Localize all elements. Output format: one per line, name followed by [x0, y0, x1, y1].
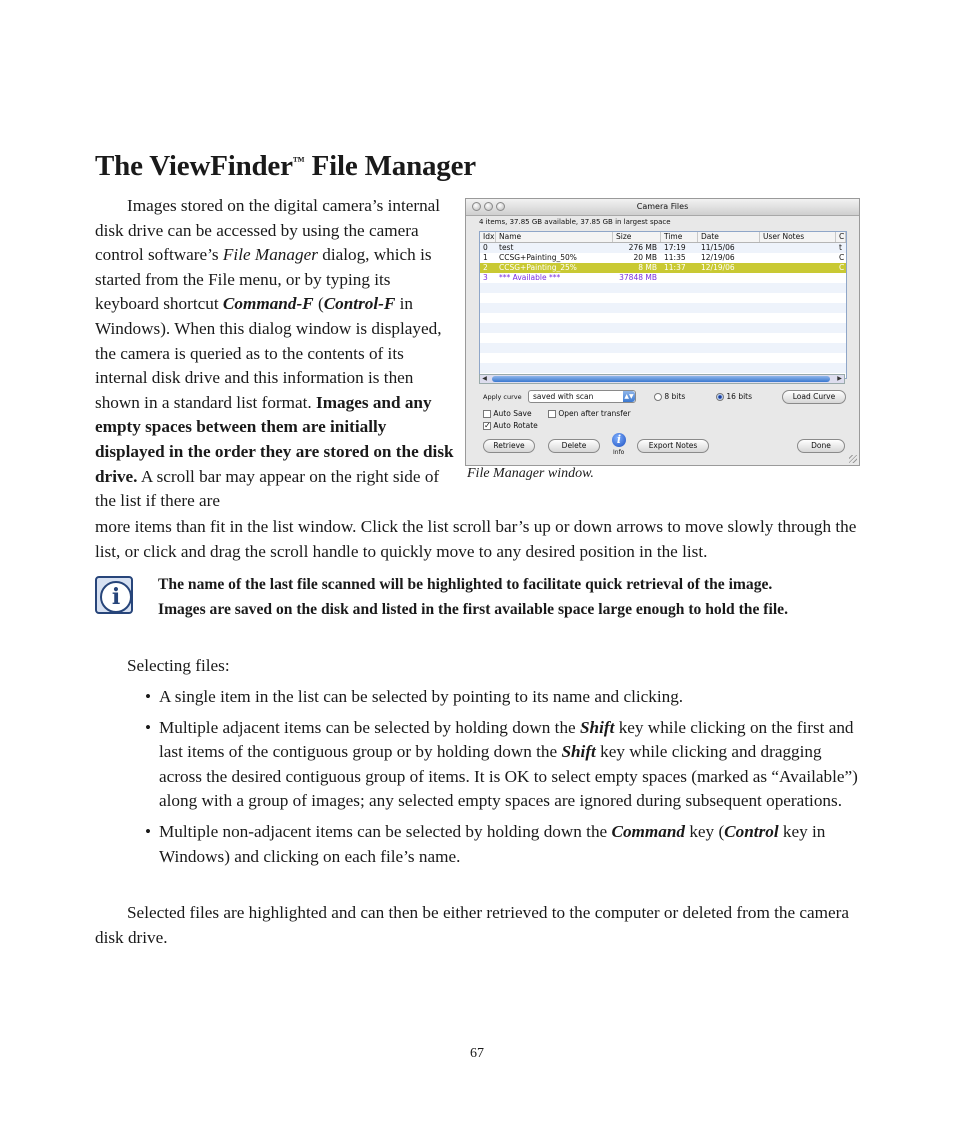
- radio-8-bits[interactable]: 8 bits: [654, 392, 685, 401]
- table-row-selected[interactable]: 2 CCSG+Painting_25% 8 MB 11:37 12/19/06 C: [480, 263, 846, 273]
- open-after-transfer-checkbox[interactable]: Open after transfer: [548, 409, 631, 418]
- radio-16-bits[interactable]: 16 bits: [716, 392, 752, 401]
- col-time[interactable]: Time: [661, 232, 698, 242]
- figure-caption: File Manager window.: [467, 466, 594, 481]
- load-curve-button[interactable]: Load Curve: [782, 390, 846, 404]
- list-item: • Multiple non-adjacent items can be selected by holding down the Command key (Control key in Windows) and clicking on each file’s name.: [143, 820, 863, 869]
- scroll-right-icon[interactable]: ▶: [837, 375, 842, 382]
- selecting-files-heading: Selecting files:: [127, 656, 230, 675]
- list-header: [480, 232, 846, 243]
- intro-continuation: more items than fit in the list window. Click the list scroll bar’s up or down arrows to move slowly through the list, or click and drag the scroll handle to quickly move to any desired position in the list.: [95, 517, 857, 561]
- scroll-thumb[interactable]: [492, 376, 830, 382]
- export-notes-button[interactable]: Export Notes: [637, 439, 709, 453]
- info-icon[interactable]: i: [612, 433, 626, 447]
- col-idx[interactable]: Idx: [480, 232, 496, 242]
- info-note: The name of the last file scanned will be highlighted to facilitate quick retrieval of the image. Images are saved on the disk and listed in the first available space large enough to hold the file.: [158, 576, 788, 618]
- info-label: Info: [613, 449, 625, 456]
- col-user-notes[interactable]: User Notes: [760, 232, 836, 242]
- checkbox-off-icon: [483, 410, 491, 418]
- chevron-updown-icon: ▲▼: [624, 393, 634, 400]
- horizontal-scrollbar[interactable]: [479, 374, 845, 384]
- page-number: 67: [470, 1046, 484, 1061]
- auto-save-checkbox[interactable]: Auto Save: [483, 409, 532, 418]
- disk-status: 4 items, 37.85 GB available, 37.85 GB in largest space: [479, 218, 671, 226]
- delete-button[interactable]: Delete: [548, 439, 600, 453]
- resize-grip-icon[interactable]: [849, 455, 857, 463]
- page-title: The ViewFinder™ File Manager: [95, 150, 476, 182]
- intro-paragraph: Images stored on the digital camera’s internal disk drive can be accessed by using the camera control software’s File Manager dialog, which is started from the File menu, or by typing its keyboard shortcut Command-F (Control-F in Windows). When this dialog window is displayed, the camera is queried as to the contents of its internal disk drive and this information is then shown in a standard list format. Images and any empty spaces between them are initially displayed in the order they are stored on the disk drive. A scroll bar may appear on the right side of the list if there are: [95, 196, 454, 511]
- table-row[interactable]: 1 CCSG+Painting_50% 20 MB 11:35 12/19/06 C: [483, 253, 845, 262]
- table-row-available[interactable]: 3 *** Available *** 37848 MB: [483, 273, 657, 282]
- scroll-left-icon[interactable]: ◀: [482, 375, 487, 382]
- radio-on-icon: [716, 393, 724, 401]
- retrieve-button[interactable]: Retrieve: [483, 439, 535, 453]
- col-size[interactable]: Size: [613, 232, 661, 242]
- bullet-list: [143, 685, 863, 875]
- col-date[interactable]: Date: [698, 232, 760, 242]
- window-titlebar: [466, 199, 859, 216]
- file-list[interactable]: [479, 231, 847, 379]
- list-item: • A single item in the list can be selected by pointing to its name and clicking.: [143, 685, 863, 710]
- window-title: Camera Files: [636, 202, 689, 211]
- curve-select[interactable]: saved with scan ▲▼: [528, 390, 636, 403]
- col-name[interactable]: Name: [496, 232, 613, 242]
- radio-off-icon: [654, 393, 662, 401]
- info-note-icon: i: [95, 576, 133, 614]
- apply-curve-label: Apply curve: [483, 393, 522, 401]
- closing-paragraph: Selected files are highlighted and can then be either retrieved to the computer or deleted from the camera disk drive.: [95, 903, 850, 947]
- trademark-mark: ™: [292, 154, 305, 168]
- checkbox-off-icon: [548, 410, 556, 418]
- table-row[interactable]: 0 test 276 MB 17:19 11/15/06 t: [480, 243, 846, 253]
- list-body: [480, 243, 846, 373]
- auto-rotate-checkbox[interactable]: ✓ Auto Rotate: [484, 421, 538, 430]
- camera-files-window: [465, 198, 860, 466]
- done-button[interactable]: Done: [797, 439, 845, 453]
- checkbox-checked-icon: ✓: [484, 421, 491, 430]
- list-item: • Multiple adjacent items can be selected by holding down the Shift key while clicking on the first and last items of the contiguous group or by holding down the Shift key while clicking and dragging across the desired contiguous group of items. It is OK to select empty spaces (marked as “Available”) along with a group of images; any selected empty spaces are ignored during subsequent operations.: [143, 716, 863, 814]
- col-extra[interactable]: C: [836, 232, 846, 242]
